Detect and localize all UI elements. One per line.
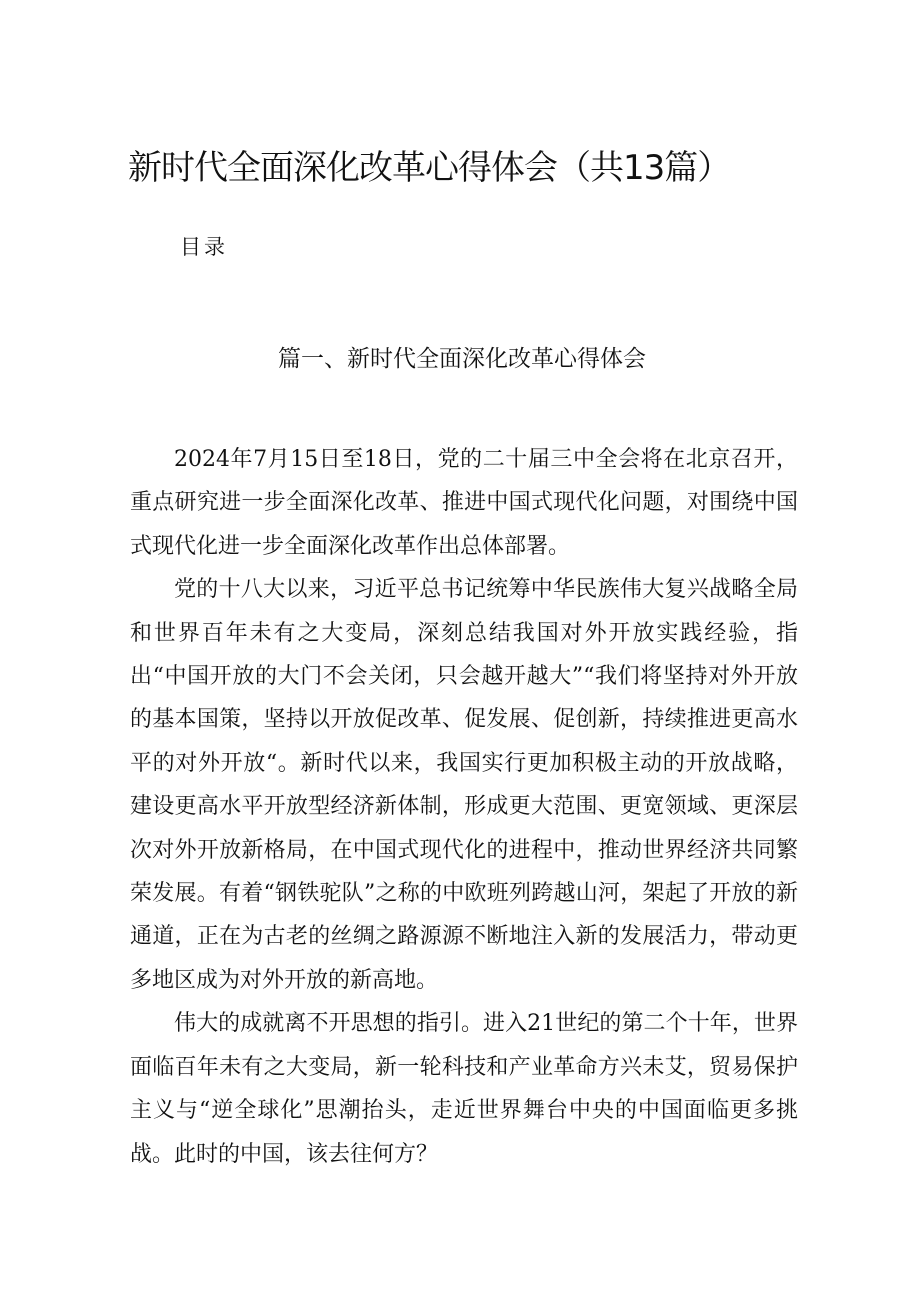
paragraph-1: 2024年7月15日至18日，党的二十届三中全会将在北京召开，重点研究进一步全面深化改革、推进中国式现代化问题，对围绕中国式现代化进一步全面深化改革作出总体部署。 — [130, 447, 798, 559]
section-heading: 篇一、新时代全面深化改革心得体会 — [278, 346, 646, 372]
paragraph-3: 伟大的成就离不开思想的指引。进入21世纪的第二个十年，世界面临百年未有之大变局，新一轮科技和产业革命方兴未艾，贸易保护主义与“逆全球化”思潮抬头，走近世界舞台中央的中国面临更多挑战。此时的中国，该去往何方？ — [130, 1011, 798, 1167]
toc-label: 目录 — [180, 235, 228, 259]
paragraph-2: 党的十八大以来，习近平总书记统筹中华民族伟大复兴战略全局和世界百年未有之大变局，深刻总结我国对外开放实践经验，指出“中国开放的大门不会关闭，只会越开越大”“我们将坚持对外开放的基本国策，坚持以开放促改革、促发展、促创新，持续推进更高水平的对外开放“。新时代以来，我国实行更加积极主动的开放战略，建设更高水平开放型经济新体制，形成更大范围、更宽领域、更深层次对外开放新格局，在中国式现代化的进程中，推动世界经济共同繁荣发展。有着“钢铁驼队”之称的中欧班列跨越山河，架起了开放的新通道，正在为古老的丝绸之路源源不断地注入新的发展活力，带动更多地区成为对外开放的新高地。 — [130, 577, 798, 993]
article-body — [130, 438, 798, 1176]
document-title: 新时代全面深化改革心得体会（共13篇） — [128, 148, 731, 188]
